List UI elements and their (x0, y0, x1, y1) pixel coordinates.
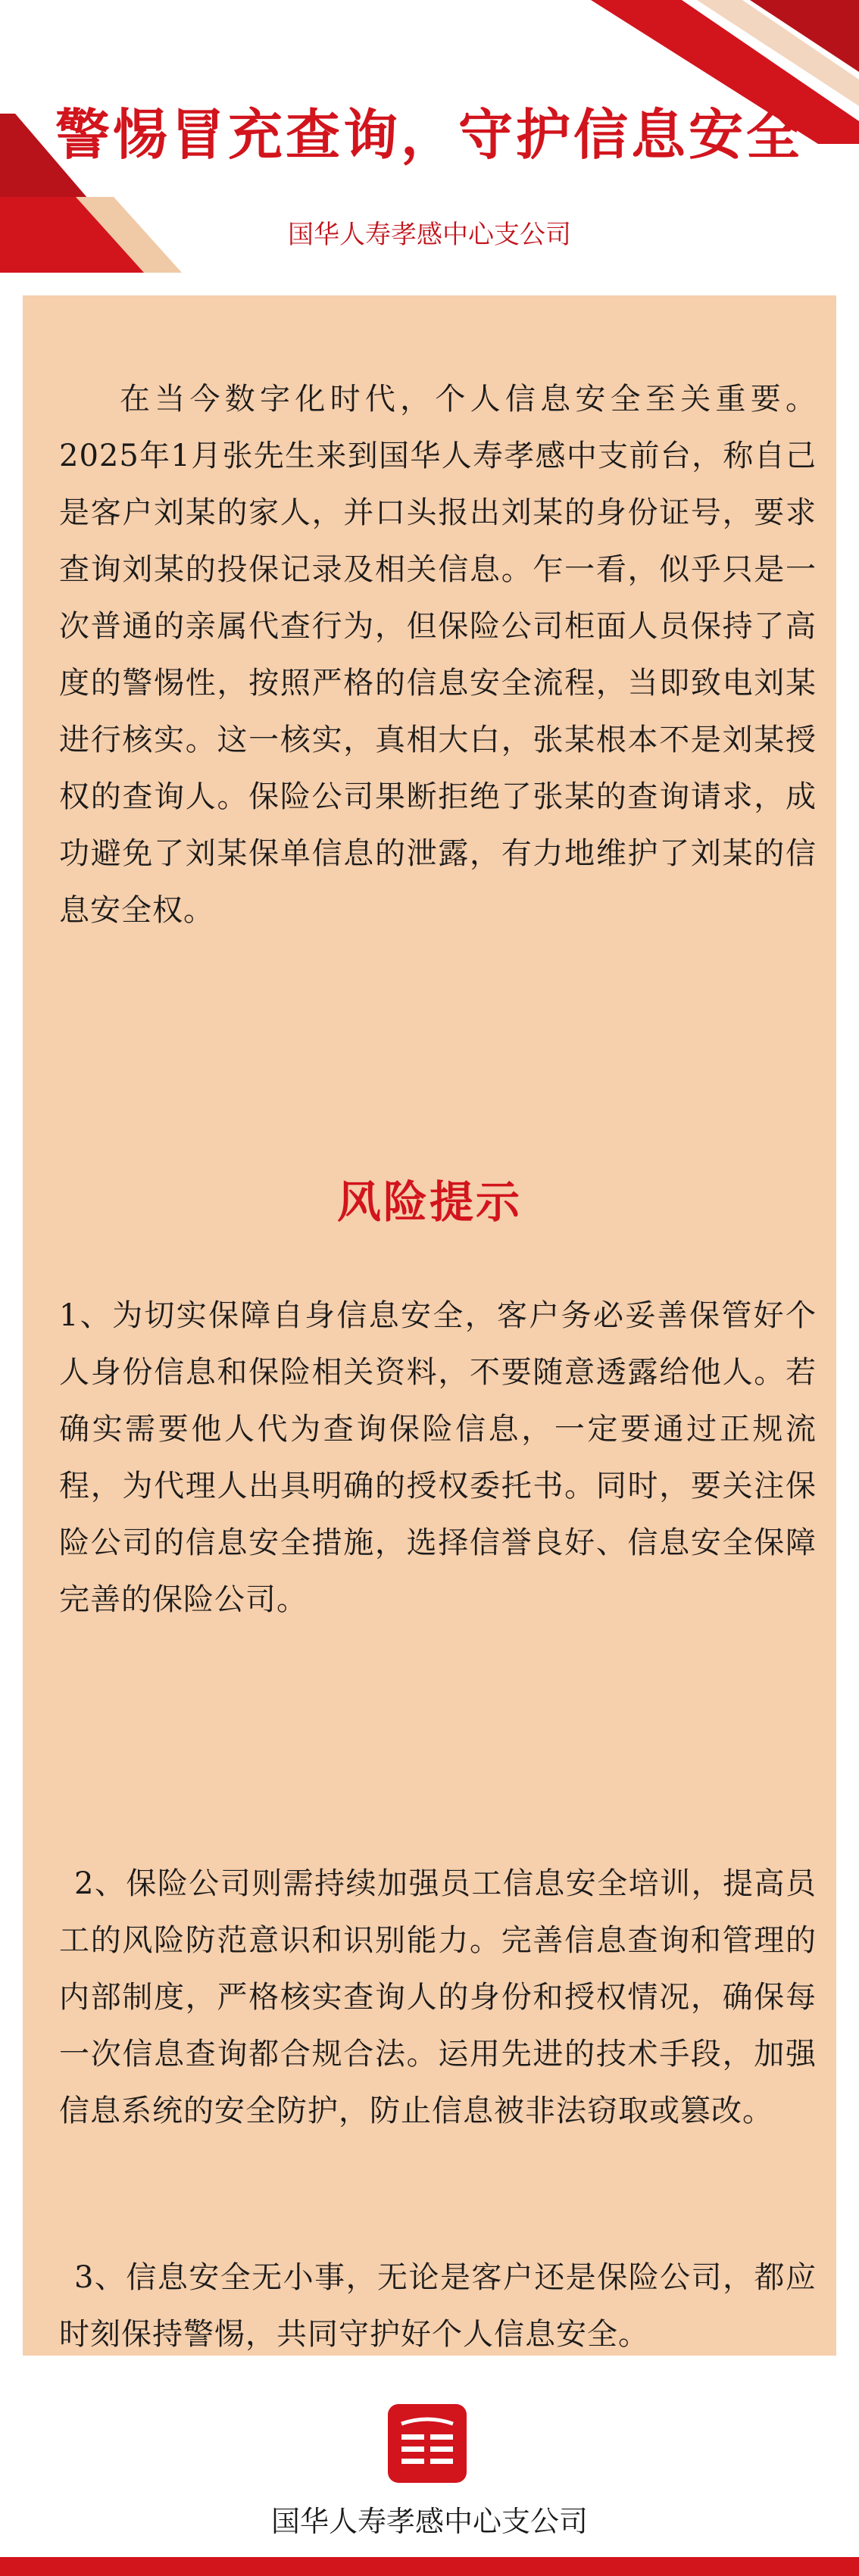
footer-company-name: 国华人寿孝感中心支公司 (270, 2505, 588, 2538)
intro-paragraph: 在当今数字化时代，个人信息安全至关重要。2025年1月张先生来到国华人寿孝感中支前台，称自己是客户刘某的家人，并口头报出刘某的身份证号，要求查询刘某的投保记录及相关信息。乍一看，似乎只是一次普通的亲属代查行为，但保险公司柜面人员保持了高度的警惕性，按照严格的信息安全流程，当即致电刘某进行核实。这一核实，真相大白，张某根本不是刘某授权的查询人。保险公司果断拒绝了张某的查询请求，成功避免了刘某保单信息的泄露，有力地维护了刘某的信息安全权。 (59, 382, 817, 928)
page-subtitle: 国华人寿孝感中心支公司 (288, 220, 571, 250)
content-panel (23, 295, 836, 2356)
guohua-life-logo-icon (385, 2401, 470, 2486)
risk-heading: 风险提示 (336, 1176, 522, 1228)
page-title: 警惕冒充查询，守护信息安全 (55, 103, 804, 167)
risk-item-2: 2、保险公司则需持续加强员工信息安全培训，提高员工的风险防范意识和识别能力。完善信息查询和管理的内部制度，严格核实查询人的身份和授权情况，确保每一次信息查询都合规合法。运用先进的技术手段，加强信息系统的安全防护，防止信息被非法窃取或篡改。 (59, 1866, 817, 2128)
risk-item-3: 3、信息安全无小事，无论是客户还是保险公司，都应时刻保持警惕，共同守护好个人信息安全。 (59, 2260, 817, 2352)
risk-item-1: 1、为切实保障自身信息安全，客户务必妥善保管好个人身份信息和保险相关资料，不要随意透露给他人。若确实需要他人代为查询保险信息，一定要通过正规流程，为代理人出具明确的授权委托书。同时，要关注保险公司的信息安全措施，选择信誉良好、信息安全保障完善的保险公司。 (59, 1298, 817, 1617)
bottom-accent-bar (0, 2557, 859, 2576)
